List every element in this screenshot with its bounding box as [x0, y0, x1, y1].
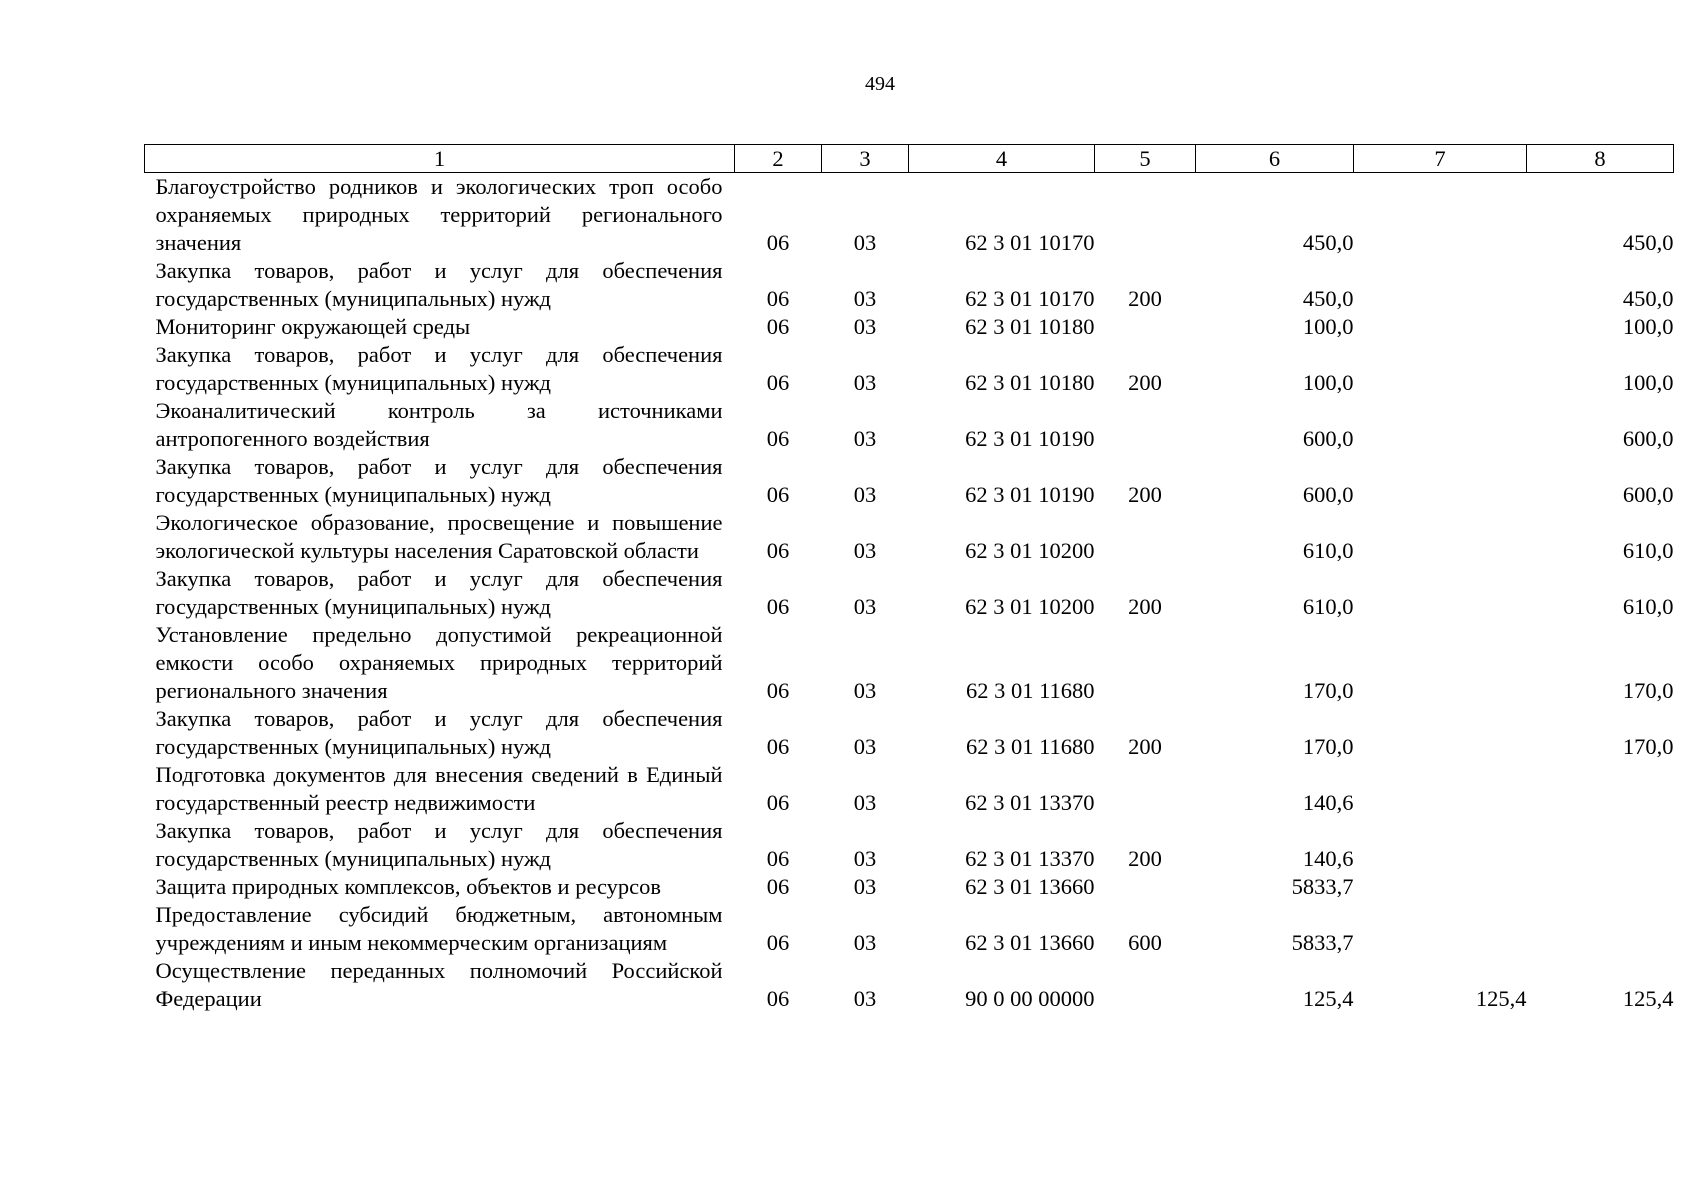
row-name: Предоставление субсидий бюджетным, автономным учреждениям и иным некоммерческим организациям [155, 902, 723, 955]
row-name: Закупка товаров, работ и услуг для обеспечения государственных (муниципальных) нужд [155, 342, 723, 395]
subsection-code: 03 [853, 846, 877, 871]
amount-total: 100,0 [1302, 314, 1354, 339]
amount-federal [1354, 621, 1527, 705]
column-header-1: 1 [145, 145, 735, 173]
target-article-code: 62 3 01 13660 [965, 874, 1095, 899]
subsection-code: 03 [853, 986, 877, 1011]
column-header-3: 3 [822, 145, 909, 173]
table-row [145, 313, 1674, 341]
amount-col8: 170,0 [1622, 734, 1674, 759]
amount-total: 610,0 [1302, 538, 1354, 563]
target-article-code: 62 3 01 10180 [965, 314, 1095, 339]
amount-total: 125,4 [1302, 986, 1354, 1011]
table-row [145, 341, 1674, 397]
expense-type-code [1095, 509, 1196, 565]
expense-type-code: 600 [1128, 930, 1162, 955]
amount-total: 610,0 [1302, 594, 1354, 619]
amount-federal [1354, 173, 1527, 258]
column-header-5: 5 [1095, 145, 1196, 173]
table-row [145, 257, 1674, 313]
subsection-code: 03 [853, 482, 877, 507]
amount-federal [1354, 705, 1527, 761]
amount-federal [1354, 565, 1527, 621]
expense-type-code: 200 [1128, 286, 1162, 311]
column-header-2: 2 [735, 145, 822, 173]
amount-total: 140,6 [1302, 790, 1354, 815]
amount-col8: 100,0 [1622, 314, 1674, 339]
column-header-8: 8 [1527, 145, 1674, 173]
amount-total: 5833,7 [1291, 930, 1354, 955]
amount-col8: 125,4 [1622, 986, 1674, 1011]
amount-federal [1354, 397, 1527, 453]
section-code: 06 [766, 930, 790, 955]
amount-federal [1354, 873, 1527, 901]
column-header-6: 6 [1196, 145, 1354, 173]
target-article-code: 90 0 00 00000 [965, 986, 1095, 1011]
column-header-7: 7 [1354, 145, 1527, 173]
amount-total: 5833,7 [1291, 874, 1354, 899]
expense-type-code: 200 [1128, 370, 1162, 395]
amount-col8: 600,0 [1622, 426, 1674, 451]
target-article-code: 62 3 01 10200 [965, 594, 1095, 619]
section-code: 06 [766, 286, 790, 311]
row-name: Защита природных комплексов, объектов и ресурсов [155, 874, 662, 899]
section-code: 06 [766, 314, 790, 339]
table-row [145, 901, 1674, 957]
subsection-code: 03 [853, 594, 877, 619]
amount-col8 [1527, 761, 1674, 817]
subsection-code: 03 [853, 930, 877, 955]
table-row [145, 761, 1674, 817]
subsection-code: 03 [853, 734, 877, 759]
section-code: 06 [766, 538, 790, 563]
amount-col8: 610,0 [1622, 538, 1674, 563]
table-row [145, 509, 1674, 565]
header-row [145, 145, 1674, 173]
amount-total: 170,0 [1302, 678, 1354, 703]
subsection-code: 03 [853, 538, 877, 563]
table-row [145, 817, 1674, 873]
row-name: Подготовка документов для внесения сведений в Единый государственный реестр недвижимости [155, 762, 723, 815]
amount-total: 600,0 [1302, 482, 1354, 507]
expense-type-code [1095, 621, 1196, 705]
page-number: 494 [865, 73, 895, 95]
section-code: 06 [766, 370, 790, 395]
amount-federal [1354, 761, 1527, 817]
amount-col8 [1527, 873, 1674, 901]
amount-federal [1354, 341, 1527, 397]
section-code: 06 [766, 230, 790, 255]
subsection-code: 03 [853, 790, 877, 815]
subsection-code: 03 [853, 370, 877, 395]
column-header-4: 4 [909, 145, 1095, 173]
target-article-code: 62 3 01 11680 [965, 734, 1095, 759]
row-name: Закупка товаров, работ и услуг для обеспечения государственных (муниципальных) нужд [155, 258, 723, 311]
amount-total: 170,0 [1302, 734, 1354, 759]
target-article-code: 62 3 01 13370 [965, 846, 1095, 871]
expense-type-code: 200 [1128, 846, 1162, 871]
target-article-code: 62 3 01 10190 [965, 482, 1095, 507]
amount-col8 [1527, 817, 1674, 873]
row-name: Мониторинг окружающей среды [155, 314, 471, 339]
amount-col8: 170,0 [1622, 678, 1674, 703]
amount-federal [1354, 509, 1527, 565]
expense-type-code [1095, 313, 1196, 341]
amount-total: 450,0 [1302, 230, 1354, 255]
amount-federal [1354, 257, 1527, 313]
subsection-code: 03 [853, 230, 877, 255]
expense-type-code [1095, 761, 1196, 817]
row-name: Закупка товаров, работ и услуг для обеспечения государственных (муниципальных) нужд [155, 818, 723, 871]
section-code: 06 [766, 678, 790, 703]
row-name: Закупка товаров, работ и услуг для обеспечения государственных (муниципальных) нужд [155, 706, 723, 759]
target-article-code: 62 3 01 10170 [965, 230, 1095, 255]
amount-col8: 600,0 [1622, 482, 1674, 507]
section-code: 06 [766, 734, 790, 759]
target-article-code: 62 3 01 10170 [965, 286, 1095, 311]
table-row [145, 873, 1674, 901]
amount-federal [1354, 817, 1527, 873]
section-code: 06 [766, 594, 790, 619]
subsection-code: 03 [853, 286, 877, 311]
expense-type-code: 200 [1128, 594, 1162, 619]
amount-federal [1354, 901, 1527, 957]
target-article-code: 62 3 01 11680 [965, 678, 1095, 703]
table-row [145, 173, 1674, 258]
expense-type-code [1095, 397, 1196, 453]
amount-col8: 450,0 [1622, 286, 1674, 311]
section-code: 06 [766, 846, 790, 871]
section-code: 06 [766, 986, 790, 1011]
subsection-code: 03 [853, 874, 877, 899]
expense-type-code: 200 [1128, 734, 1162, 759]
table-row [145, 705, 1674, 761]
target-article-code: 62 3 01 13370 [965, 790, 1095, 815]
amount-col8 [1527, 901, 1674, 957]
table-row [145, 453, 1674, 509]
table-row [145, 957, 1674, 1013]
section-code: 06 [766, 426, 790, 451]
expense-type-code [1095, 873, 1196, 901]
amount-federal [1354, 313, 1527, 341]
section-code: 06 [766, 482, 790, 507]
amount-federal [1354, 453, 1527, 509]
row-name: Закупка товаров, работ и услуг для обеспечения государственных (муниципальных) нужд [155, 454, 723, 507]
expense-type-code [1095, 957, 1196, 1013]
amount-col8: 450,0 [1622, 230, 1674, 255]
section-code: 06 [766, 790, 790, 815]
subsection-code: 03 [853, 314, 877, 339]
subsection-code: 03 [853, 678, 877, 703]
amount-total: 100,0 [1302, 370, 1354, 395]
row-name: Экоаналитический контроль за источниками антропогенного воздействия [155, 398, 723, 451]
row-name: Установление предельно допустимой рекреационной емкости особо охраняемых природных территорий регионального значения [155, 622, 723, 703]
amount-total: 600,0 [1302, 426, 1354, 451]
row-name: Осуществление переданных полномочий Российской Федерации [155, 958, 723, 1011]
table-row [145, 621, 1674, 705]
target-article-code: 62 3 01 10180 [965, 370, 1095, 395]
target-article-code: 62 3 01 10200 [965, 538, 1095, 563]
amount-total: 450,0 [1302, 286, 1354, 311]
row-name: Благоустройство родников и экологических троп особо охраняемых природных территорий регионального значения [155, 174, 723, 255]
section-code: 06 [766, 874, 790, 899]
target-article-code: 62 3 01 10190 [965, 426, 1095, 451]
row-name: Закупка товаров, работ и услуг для обеспечения государственных (муниципальных) нужд [155, 566, 723, 619]
expense-type-code [1095, 173, 1196, 258]
amount-total: 140,6 [1302, 846, 1354, 871]
row-name: Экологическое образование, просвещение и повышение экологической культуры населения Саратовской области [155, 510, 723, 563]
expense-type-code: 200 [1128, 482, 1162, 507]
table-row [145, 565, 1674, 621]
subsection-code: 03 [853, 426, 877, 451]
amount-col8: 610,0 [1622, 594, 1674, 619]
table-body [145, 173, 1674, 1014]
budget-table [144, 144, 1674, 1013]
table-header [145, 145, 1674, 173]
target-article-code: 62 3 01 13660 [965, 930, 1095, 955]
amount-col8: 100,0 [1622, 370, 1674, 395]
amount-federal: 125,4 [1475, 986, 1527, 1011]
table-row [145, 397, 1674, 453]
